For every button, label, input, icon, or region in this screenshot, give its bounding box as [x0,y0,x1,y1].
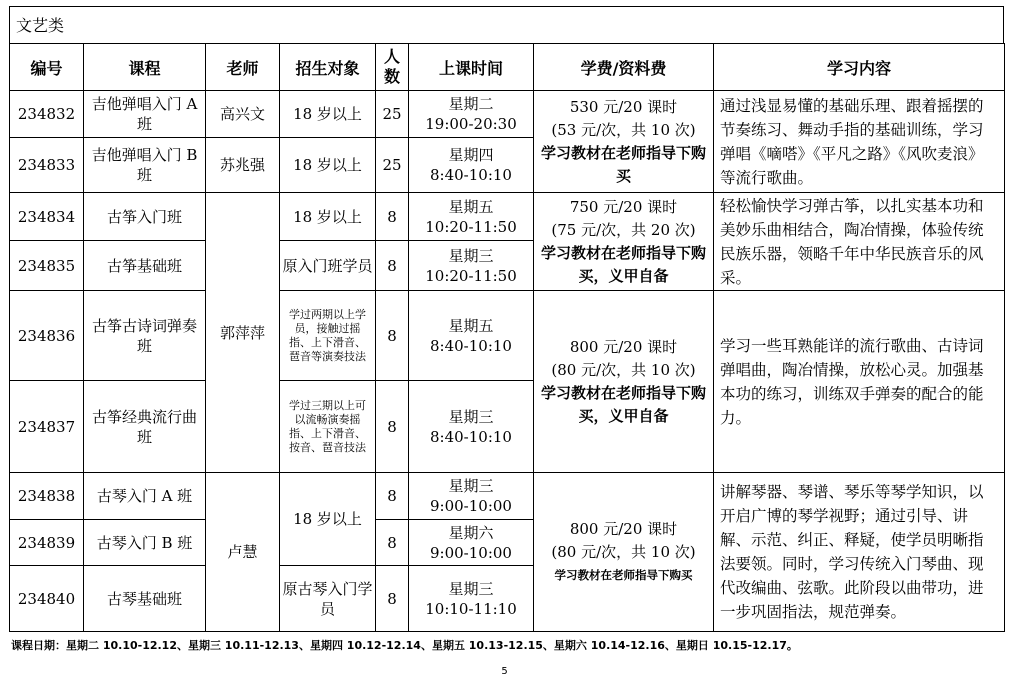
class-time [409,91,534,138]
table-row [10,91,1005,138]
class-size: 25 [376,138,409,193]
course-content: 学习一些耳熟能详的流行歌曲、古诗词弹唱曲，陶冶情操，放松心灵。加强基本功的练习，训练双手弹奏的配合的能力。 [714,291,1005,473]
target-audience: 18 岁以上 [280,138,376,193]
class-day: 星期五 [448,316,494,335]
course-table [9,43,1005,632]
teacher-name: 苏兆强 [206,138,280,193]
class-hours: 10:20-11:50 [425,217,517,236]
course-code: 234834 [10,193,84,241]
class-time [409,241,534,291]
class-day: 星期六 [448,523,494,542]
class-hours: 10:10-11:10 [425,599,517,618]
teacher-name: 高兴文 [206,91,280,138]
course-code: 234832 [10,91,84,138]
course-name: 古筝古诗词弹奏班 [84,291,206,381]
course-code: 234837 [10,381,84,473]
target-audience: 18 岁以上 [280,193,376,241]
course-name: 古筝经典流行曲班 [84,381,206,473]
fee-cell [534,473,714,632]
class-day: 星期五 [448,197,494,216]
header-content: 学习内容 [714,44,1005,91]
header-teacher: 老师 [206,44,280,91]
class-size: 8 [376,381,409,473]
class-day: 星期三 [448,477,494,495]
header-count: 人 数 [376,44,409,91]
course-code: 234840 [10,566,84,632]
class-day: 星期四 [448,146,494,164]
header-fee: 学费/资料费 [534,44,714,91]
fee-amount: 800 元/20 课时 [569,337,678,356]
fee-note: 学习教材在老师指导下购买 [554,567,693,582]
course-name: 古筝基础班 [84,241,206,291]
class-day: 星期三 [448,579,494,598]
course-code: 234835 [10,241,84,291]
class-size: 8 [376,241,409,291]
fee-amount: 750 元/20 课时 [569,197,678,216]
class-time [409,381,534,473]
class-size: 8 [376,193,409,241]
fee-note: 学习教材在老师指导下购买 [540,143,706,185]
class-hours: 10:20-11:50 [425,266,517,285]
class-hours: 8:40-10:10 [430,336,512,355]
course-name: 吉他弹唱入门 A 班 [84,91,206,138]
course-name: 古琴入门 B 班 [84,520,206,566]
fee-detail: (80 元/次，共 10 次) [551,542,696,561]
fee-cell [534,291,714,473]
class-time [409,473,534,520]
course-code: 234836 [10,291,84,381]
class-size: 25 [376,91,409,138]
class-size: 8 [376,520,409,566]
header-target: 招生对象 [280,44,376,91]
class-time [409,520,534,566]
course-code: 234838 [10,473,84,520]
header-time: 上课时间 [409,44,534,91]
class-hours: 9:00-10:00 [430,497,512,515]
class-time [409,291,534,381]
table-row [10,473,1005,520]
header-code: 编号 [10,44,84,91]
course-name: 吉他弹唱入门 B 班 [84,138,206,193]
class-size: 8 [376,566,409,632]
course-code: 234839 [10,520,84,566]
class-day: 星期三 [448,407,494,426]
course-name: 古琴基础班 [84,566,206,632]
fee-detail: (53 元/次，共 10 次) [551,120,696,139]
header-course: 课程 [84,44,206,91]
class-hours: 9:00-10:00 [430,543,512,562]
fee-amount: 530 元/20 课时 [569,97,678,116]
course-name: 古琴入门 A 班 [84,473,206,520]
class-day: 星期三 [448,246,494,265]
page-number: 5 [501,666,508,677]
course-content: 讲解琴器、琴谱、琴乐等琴学知识，以开启广博的琴学视野；通过引导、讲解、示范、纠正、释疑，使学员明晰指法要领。同时，学习传统入门琴曲、现代改编曲、弦歌。此阶段以曲带功，进一步巩固指法，规范弹奏。 [714,473,1005,632]
course-sheet [9,6,1004,632]
teacher-name: 郭萍萍 [206,193,280,473]
fee-note: 学习教材在老师指导下购买，义甲自备 [540,383,706,425]
class-size: 8 [376,291,409,381]
class-hours: 8:40-10:10 [430,166,512,184]
table-row [10,193,1005,241]
target-audience: 学过两期以上学员，接触过摇指、上下滑音、琶音等演奏技法 [280,291,376,381]
category-title: 文艺类 [9,6,1004,43]
course-content: 轻松愉快学习弹古筝，以扎实基本功和美妙乐曲相结合，陶冶情操，体验传统民族乐器，领略千年中华民族音乐的风采。 [714,193,1005,291]
class-time [409,138,534,193]
fee-cell [534,91,714,193]
class-day: 星期二 [448,95,494,113]
course-code: 234833 [10,138,84,193]
table-row [10,291,1005,381]
fee-detail: (75 元/次，共 20 次) [551,220,696,239]
teacher-name: 卢慧 [206,473,280,632]
class-hours: 8:40-10:10 [430,427,512,446]
fee-amount: 800 元/20 课时 [569,519,678,538]
target-audience: 学过三期以上可以流畅演奏摇指、上下滑音、按音、琶音技法 [280,381,376,473]
target-audience: 18 岁以上 [280,473,376,566]
course-dates-footer: 课程日期：星期二 10.10-12.12、星期三 10.11-12.13、星期四 10.12-12.14、星期五 10.13-12.15、星期六 10.14-12.16、星期日 10.15-12.17。 [11,639,798,652]
class-size: 8 [376,473,409,520]
fee-detail: (80 元/次，共 10 次) [551,360,696,379]
fee-note: 学习教材在老师指导下购买，义甲自备 [540,243,706,285]
target-audience: 原入门班学员 [280,241,376,291]
class-time [409,193,534,241]
target-audience: 18 岁以上 [280,91,376,138]
target-audience: 原古琴入门学员 [280,566,376,632]
course-name: 古筝入门班 [84,193,206,241]
course-content: 通过浅显易懂的基础乐理、跟着摇摆的节奏练习、舞动手指的基础训练，学习弹唱《嘀嗒》《平凡之路》《风吹麦浪》等流行歌曲。 [714,91,1005,193]
class-time [409,566,534,632]
class-hours: 19:00-20:30 [425,115,517,133]
header-row [10,44,1005,91]
fee-cell [534,193,714,291]
